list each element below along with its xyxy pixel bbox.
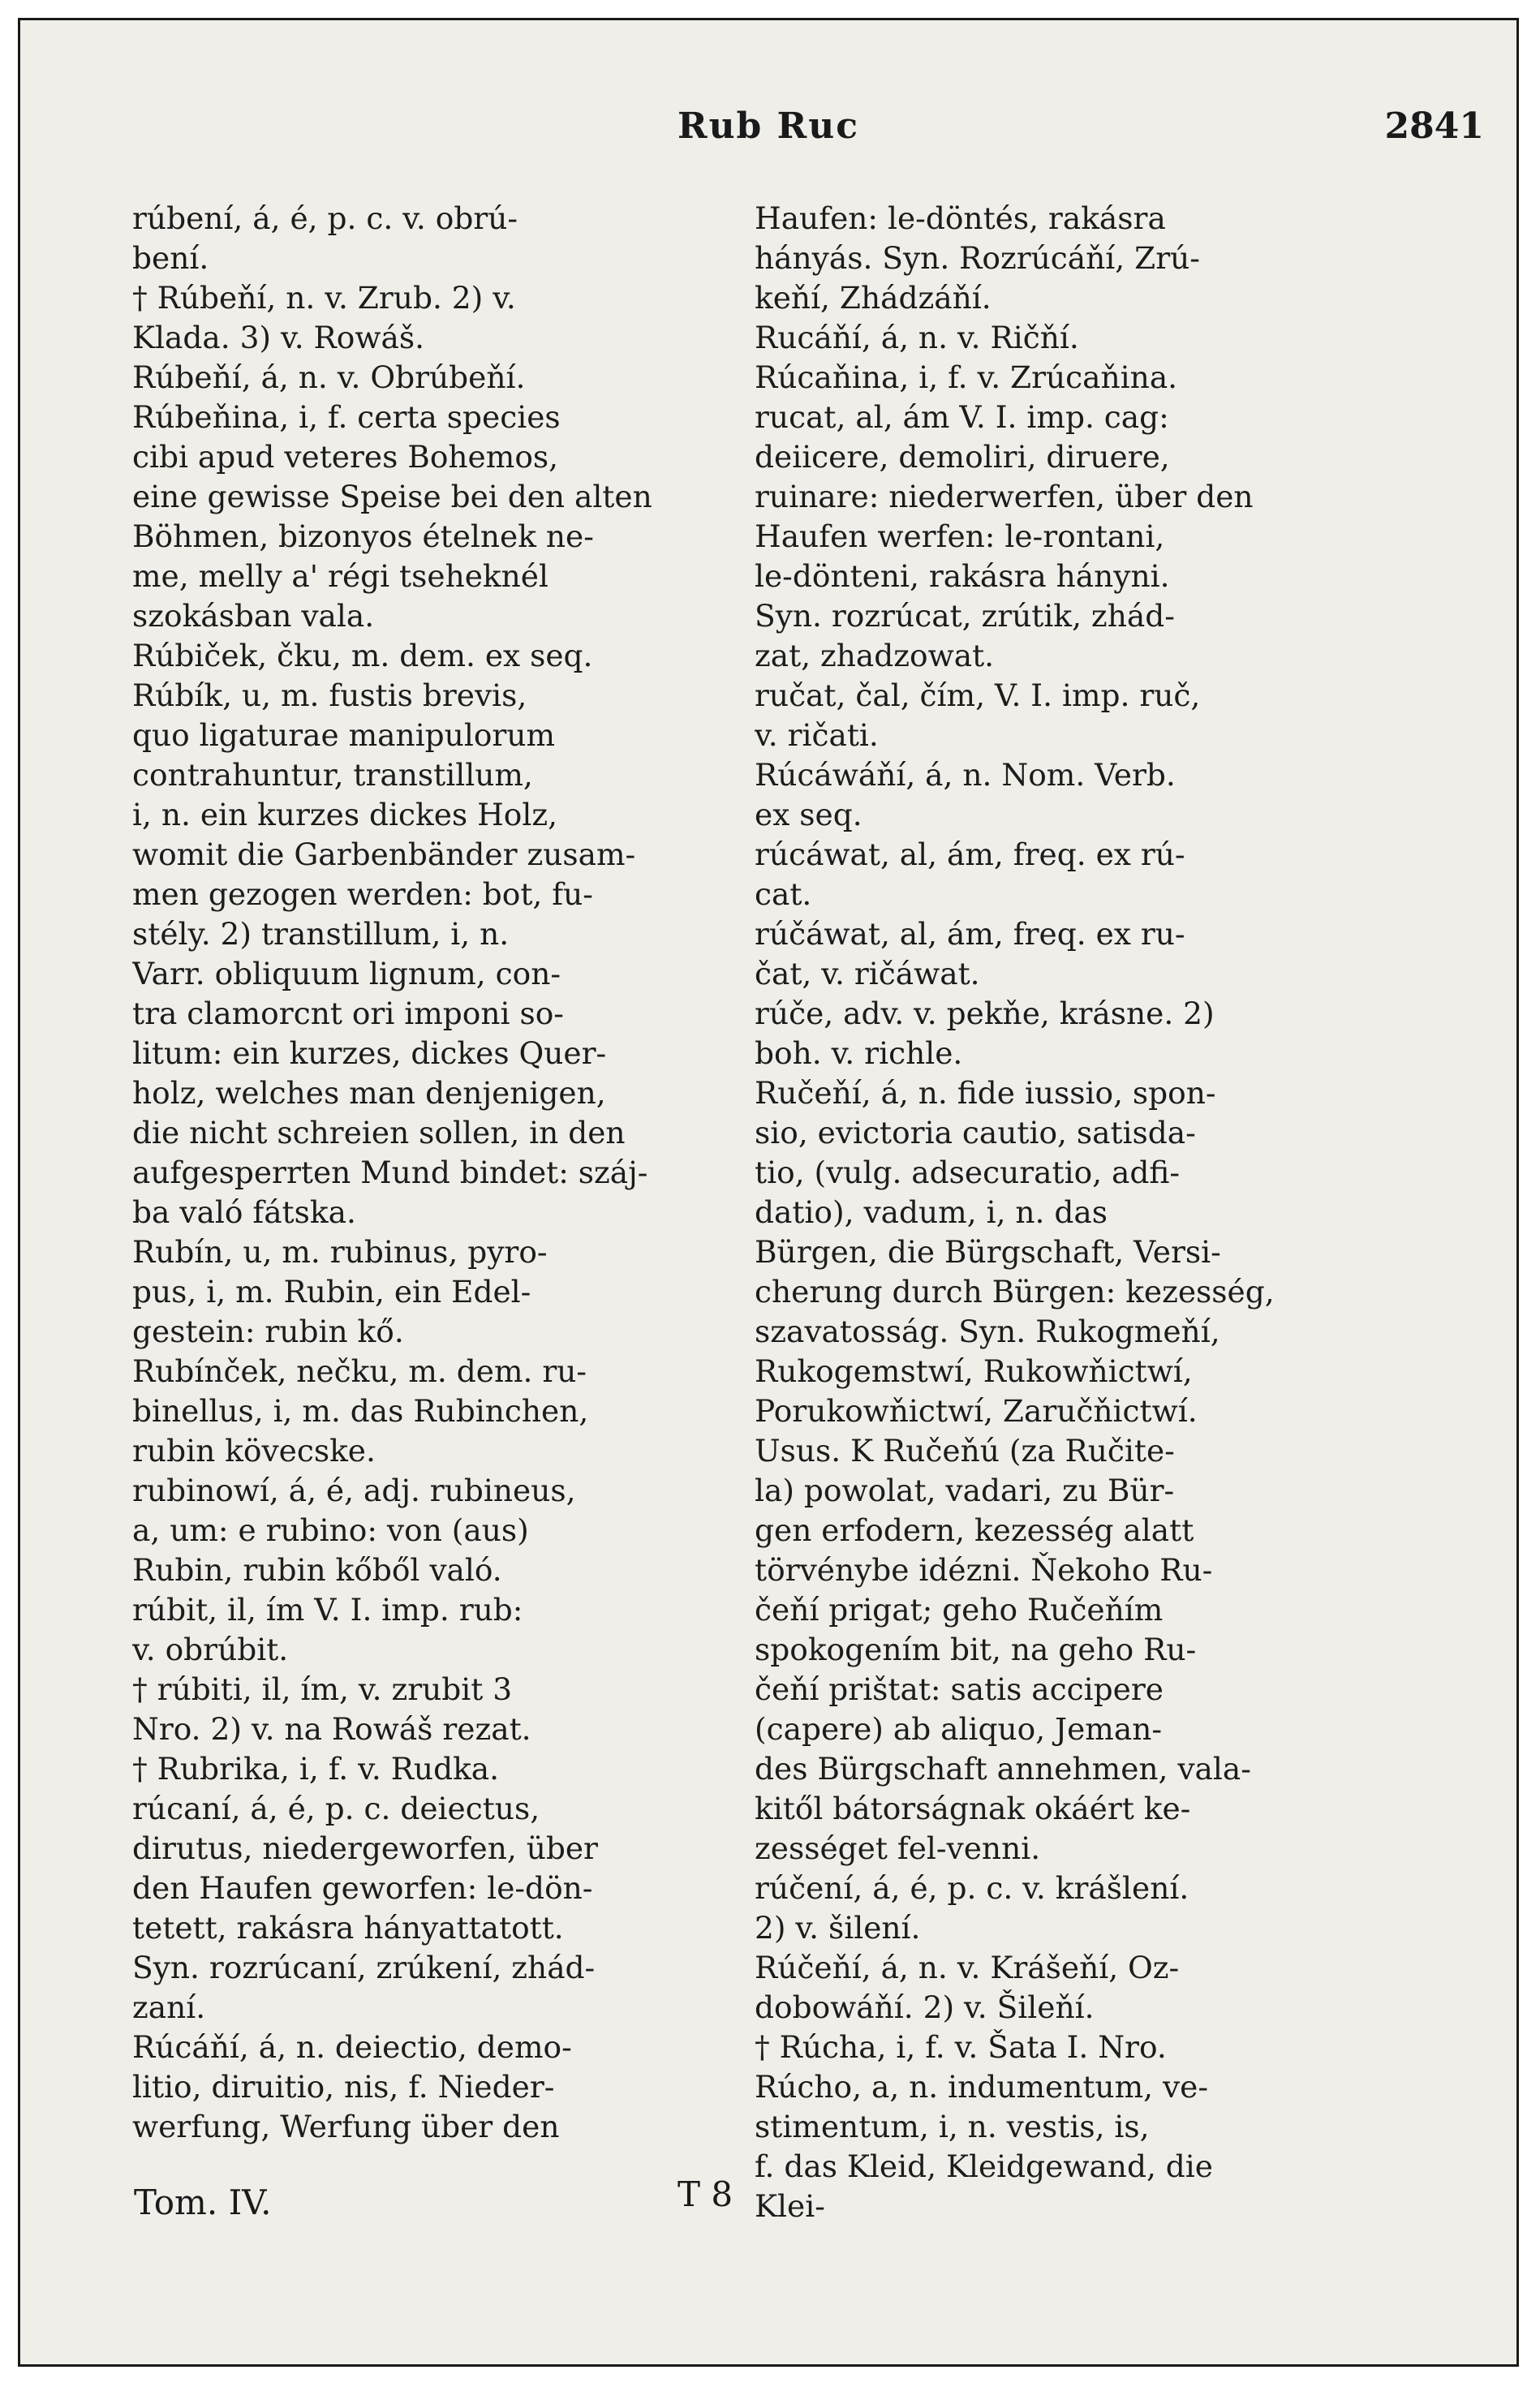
entry-line: čeňí prištat: satis accipere <box>755 1671 1164 1707</box>
entry-line: zat, zhadzowat. <box>755 638 995 673</box>
entry-line: Rúčeňí, á, n. v. Krášeňí, Oz- <box>755 1950 1180 1985</box>
entry-line: rúbit, il, ím V. I. imp. rub: <box>132 1592 523 1628</box>
left-column <box>132 199 729 2147</box>
entry-line: rubinowí, á, é, adj. rubineus, <box>132 1473 576 1508</box>
entry-line: Rúbiček, čku, m. dem. ex seq. <box>132 638 593 673</box>
entry-line: Böhmen, bizonyos ételnek ne- <box>132 518 594 554</box>
entry-line: cat. <box>755 876 812 912</box>
entry-line: Usus. K Ručeňú (za Ručite- <box>755 1433 1175 1469</box>
entry-line: rúčení, á, é, p. c. v. krášlení. <box>755 1870 1189 1906</box>
entry-line: rúcaní, á, é, p. c. deiectus, <box>132 1791 540 1826</box>
entry-line: spokogením bit, na geho Ru- <box>755 1632 1197 1667</box>
entry-line: des Bürgschaft annehmen, vala- <box>755 1751 1251 1787</box>
entry-line: rucat, al, ám V. I. imp. cag: <box>755 399 1169 435</box>
entry-line: cibi apud veteres Bohemos, <box>132 439 559 475</box>
entry-line: quo ligaturae manipulorum <box>132 717 556 753</box>
signature-mark: T 8 <box>678 2174 733 2214</box>
entry-line: Syn. rozrúcat, zrútik, zhád- <box>755 598 1175 634</box>
entry-line: Nro. 2) v. na Rowáš rezat. <box>132 1711 531 1747</box>
page-number: 2841 <box>1384 105 1484 147</box>
entry-line: litum: ein kurzes, dickes Quer- <box>132 1035 607 1071</box>
entry-line: tra clamorcnt ori imponi so- <box>132 996 564 1031</box>
entry-line: v. ričati. <box>755 717 879 753</box>
entry-line: a, um: e rubino: von (aus) <box>132 1512 529 1548</box>
entry-line: ruinare: niederwerfen, über den <box>755 479 1254 514</box>
entry-line: Haufen: le-döntés, rakásra <box>755 200 1166 236</box>
entry-line: Porukowňictwí, Zaručňictwí. <box>755 1393 1198 1429</box>
entry-line: cherung durch Bürgen: kezesség, <box>755 1274 1275 1310</box>
dictionary-page <box>18 18 1519 2367</box>
entry-line: rubin kövecske. <box>132 1433 376 1469</box>
entry-line: werfung, Werfung über den <box>132 2109 560 2144</box>
entry-line: aufgesperrten Mund bindet: száj- <box>132 1155 648 1190</box>
entry-line: Rukogemstwí, Rukowňictwí, <box>755 1353 1193 1389</box>
volume-label: Tom. IV. <box>134 2183 272 2222</box>
entry-line: † Rúbeňí, n. v. Zrub. 2) v. <box>132 280 516 316</box>
entry-line: rúčáwat, al, ám, freq. ex ru- <box>755 916 1185 952</box>
entry-line: holz, welches man denjenigen, <box>132 1075 606 1111</box>
entry-line: törvénybe idézni. Ňekoho Ru- <box>755 1552 1213 1588</box>
entry-line: Rúbeňí, á, n. v. Obrúbeňí. <box>132 359 526 395</box>
entry-line: stimentum, i, n. vestis, is, <box>755 2109 1150 2144</box>
entry-line: stély. 2) transtillum, i, n. <box>132 916 510 952</box>
entry-line: dobowáňí. 2) v. Šileňí. <box>755 1989 1095 2025</box>
entry-line: ba való fátska. <box>132 1194 356 1230</box>
entry-line: dirutus, niedergeworfen, über <box>132 1830 598 1866</box>
entry-line: čeňí prigat; geho Ručeňím <box>755 1592 1164 1628</box>
entry-line: Haufen werfen: le-rontani, <box>755 518 1165 554</box>
running-head: Rub Ruc <box>678 105 859 147</box>
entry-line: szavatosság. Syn. Rukogmeňí, <box>755 1314 1220 1349</box>
entry-line: † Rubrika, i, f. v. Rudka. <box>132 1751 500 1787</box>
entry-line: zességet fel-venni. <box>755 1830 1041 1866</box>
entry-line: litio, diruitio, nis, f. Nieder- <box>132 2069 555 2105</box>
entry-line: me, melly a' régi tseheknél <box>132 558 548 594</box>
entry-line: Rúcaňina, i, f. v. Zrúcaňina. <box>755 359 1178 395</box>
entry-line: Ručeňí, á, n. fide iussio, spon- <box>755 1075 1216 1111</box>
entry-line: sio, evictoria cautio, satisda- <box>755 1115 1196 1150</box>
entry-line: (capere) ab aliquo, Jeman- <box>755 1711 1163 1747</box>
entry-line: Rúcáwáňí, á, n. Nom. Verb. <box>755 757 1176 793</box>
entry-line: kitől bátorságnak okáért ke- <box>755 1791 1191 1826</box>
entry-line: hányás. Syn. Rozrúcáňí, Zrú- <box>755 240 1200 276</box>
entry-line: † rúbiti, il, ím, v. zrubit 3 <box>132 1671 513 1707</box>
entry-line: boh. v. richle. <box>755 1035 963 1071</box>
entry-line: bení. <box>132 240 209 276</box>
entry-line: Rucáňí, á, n. v. Ričňí. <box>755 320 1079 355</box>
entry-line: Rubínček, nečku, m. dem. ru- <box>132 1353 587 1389</box>
entry-line: tio, (vulg. adsecuratio, adfi- <box>755 1155 1181 1190</box>
right-column <box>755 199 1339 2226</box>
entry-line: binellus, i, m. das Rubinchen, <box>132 1393 589 1429</box>
entry-line: čat, v. ričáwat. <box>755 956 980 991</box>
entry-line: ručat, čal, čím, V. I. imp. ruč, <box>755 677 1201 713</box>
entry-line: Bürgen, die Bürgschaft, Versi- <box>755 1234 1221 1270</box>
entry-line: i, n. ein kurzes dickes Holz, <box>132 797 558 832</box>
entry-line: pus, i, m. Rubin, ein Edel- <box>132 1274 531 1310</box>
entry-line: zaní. <box>132 1989 206 2025</box>
entry-line: Rubín, u, m. rubinus, pyro- <box>132 1234 548 1270</box>
entry-line: Rúbeňina, i, f. certa species <box>132 399 561 435</box>
entry-line: womit die Garbenbänder zusam- <box>132 837 636 872</box>
entry-line: Syn. rozrúcaní, zrúkení, zhád- <box>132 1950 596 1985</box>
entry-line: Rúbík, u, m. fustis brevis, <box>132 677 527 713</box>
entry-line: den Haufen geworfen: le-dön- <box>132 1870 593 1906</box>
entry-line: die nicht schreien sollen, in den <box>132 1115 626 1150</box>
entry-line: gestein: rubin kő. <box>132 1314 404 1349</box>
entry-line: keňí, Zhádzáňí. <box>755 280 992 316</box>
entry-line: tetett, rakásra hányattatott. <box>132 1910 564 1946</box>
entry-line: ex seq. <box>755 797 862 832</box>
entry-line: f. das Kleid, Kleidgewand, die <box>755 2148 1213 2184</box>
entry-line: Rúcáňí, á, n. deiectio, demo- <box>132 2029 572 2065</box>
entry-line: contrahuntur, transtillum, <box>132 757 533 793</box>
entry-line: 2) v. šilení. <box>755 1910 921 1946</box>
entry-line: Klei- <box>755 2188 825 2224</box>
entry-line: Rubin, rubin kőből való. <box>132 1552 502 1588</box>
entry-line: men gezogen werden: bot, fu- <box>132 876 593 912</box>
entry-line: gen erfodern, kezesség alatt <box>755 1512 1194 1548</box>
entry-line: Rúcho, a, n. indumentum, ve- <box>755 2069 1209 2105</box>
entry-line: szokásban vala. <box>132 598 375 634</box>
entry-line: v. obrúbit. <box>132 1632 289 1667</box>
entry-line: rúče, adv. v. pekňe, krásne. 2) <box>755 996 1215 1031</box>
entry-line: la) powolat, vadari, zu Bür- <box>755 1473 1175 1508</box>
entry-line: eine gewisse Speise bei den alten <box>132 479 652 514</box>
entry-line: le-dönteni, rakásra hányni. <box>755 558 1170 594</box>
entry-line: Klada. 3) v. Rowáš. <box>132 320 424 355</box>
entry-line: † Rúcha, i, f. v. Šata I. Nro. <box>755 2029 1167 2065</box>
entry-line: rúcáwat, al, ám, freq. ex rú- <box>755 837 1185 872</box>
entry-line: Varr. obliquum lignum, con- <box>132 956 561 991</box>
entry-line: rúbení, á, é, p. c. v. obrú- <box>132 200 518 236</box>
entry-line: datio), vadum, i, n. das <box>755 1194 1108 1230</box>
entry-line: deiicere, demoliri, diruere, <box>755 439 1170 475</box>
